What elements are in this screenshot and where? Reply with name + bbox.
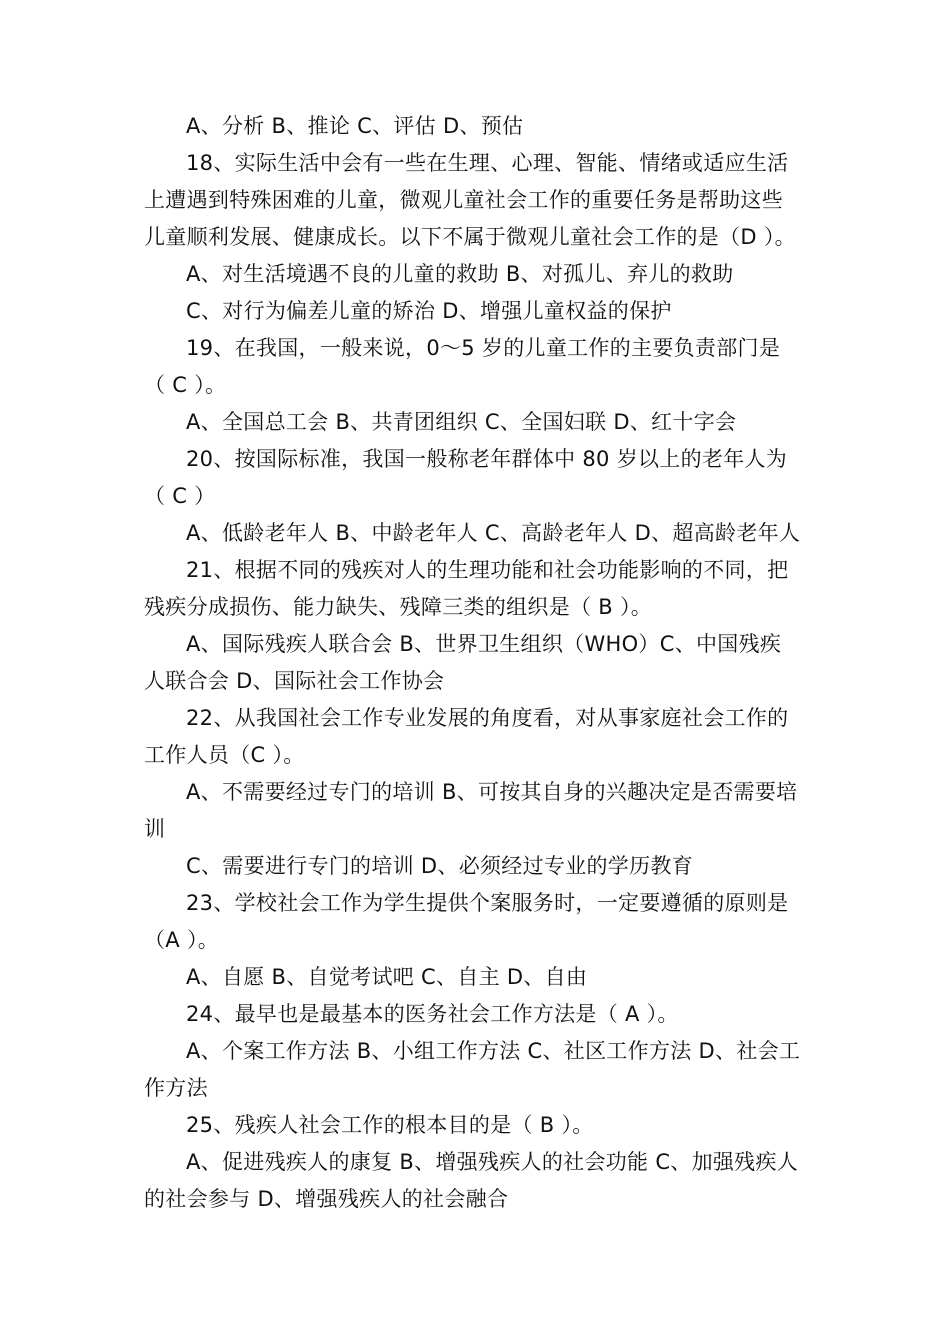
option-line: A、对生活境遇不良的儿童的救助 B、对孤儿、弃儿的救助 bbox=[186, 262, 734, 286]
option-line: A、国际残疾人联合会 B、世界卫生组织（WHO）C、中国残疾 bbox=[186, 632, 782, 656]
answer-line: （ C ） bbox=[144, 484, 216, 508]
answer-line: （A ）。 bbox=[144, 928, 220, 952]
question-25: 25、残疾人社会工作的根本目的是（ B ）。 bbox=[186, 1113, 594, 1137]
option-line: A、促进残疾人的康复 B、增强残疾人的社会功能 C、加强残疾人 bbox=[186, 1150, 799, 1174]
option-line: 训 bbox=[144, 817, 166, 841]
option-line: 作方法 bbox=[144, 1076, 208, 1100]
question-21: 21、根据不同的残疾对人的生理功能和社会功能影响的不同，把 bbox=[186, 558, 789, 582]
text-line: 工作人员（C ）。 bbox=[144, 743, 305, 767]
question-22: 22、从我国社会工作专业发展的角度看，对从事家庭社会工作的 bbox=[186, 706, 789, 730]
text-line: 上遭遇到特殊困难的儿童，微观儿童社会工作的重要任务是帮助这些 bbox=[144, 188, 783, 212]
option-line: A、自愿 B、自觉考试吧 C、自主 D、自由 bbox=[186, 965, 588, 989]
text-line: A、分析 B、推论 C、评估 D、预估 bbox=[186, 114, 524, 138]
option-line: C、需要进行专门的培训 D、必须经过专业的学历教育 bbox=[186, 854, 694, 878]
option-line: A、低龄老年人 B、中龄老年人 C、高龄老年人 D、超高龄老年人 bbox=[186, 521, 801, 545]
answer-line: （ C ）。 bbox=[144, 373, 227, 397]
question-24: 24、最早也是最基本的医务社会工作方法是（ A ）。 bbox=[186, 1002, 679, 1026]
option-line: 人联合会 D、国际社会工作协会 bbox=[144, 669, 445, 693]
question-18: 18、实际生活中会有一些在生理、心理、智能、情绪或适应生活 bbox=[186, 151, 789, 175]
question-19: 19、在我国，一般来说，0～5 岁的儿童工作的主要负责部门是 bbox=[186, 336, 781, 360]
text-line: 残疾分成损伤、能力缺失、残障三类的组织是（ B ）。 bbox=[144, 595, 653, 619]
option-line: 的社会参与 D、增强残疾人的社会融合 bbox=[144, 1187, 509, 1211]
option-line: A、个案工作方法 B、小组工作方法 C、社区工作方法 D、社会工 bbox=[186, 1039, 801, 1063]
question-20: 20、按国际标准，我国一般称老年群体中 80 岁以上的老年人为 bbox=[186, 447, 788, 471]
text-line: 儿童顺利发展、健康成长。以下不属于微观儿童社会工作的是（D ）。 bbox=[144, 225, 796, 249]
option-line: A、不需要经过专门的培训 B、可按其自身的兴趣决定是否需要培 bbox=[186, 780, 798, 804]
question-23: 23、学校社会工作为学生提供个案服务时，一定要遵循的原则是 bbox=[186, 891, 789, 915]
option-line: C、对行为偏差儿童的矫治 D、增强儿童权益的保护 bbox=[186, 299, 672, 323]
option-line: A、全国总工会 B、共青团组织 C、全国妇联 D、红十字会 bbox=[186, 410, 737, 434]
